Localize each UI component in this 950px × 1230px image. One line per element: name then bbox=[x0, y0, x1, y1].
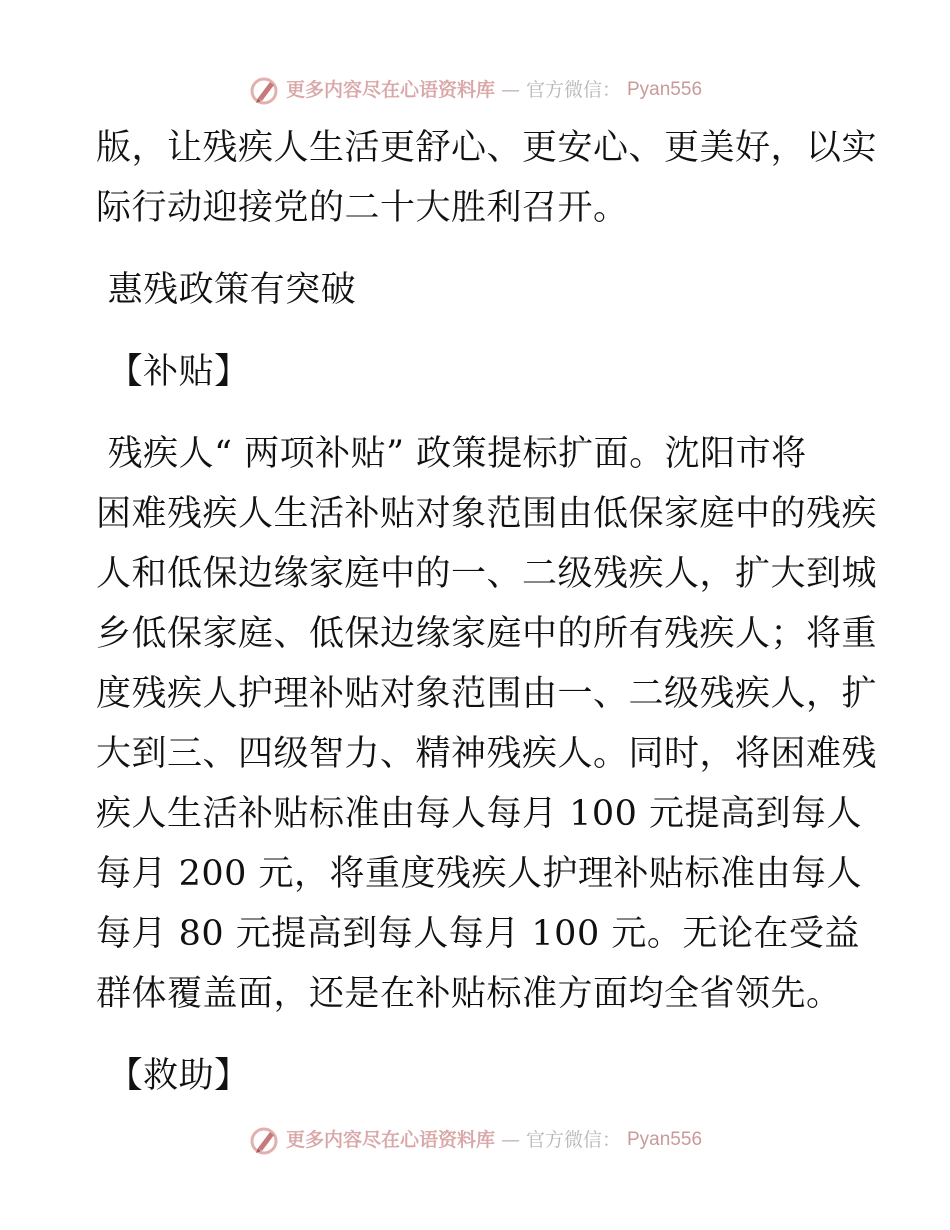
section-heading: 惠残政策有突破 bbox=[96, 270, 357, 310]
text-line: 每月 80 元提高到每人每月 100 元。无论在受益 bbox=[96, 914, 860, 954]
watermark-contact-label: 官方微信： bbox=[525, 1129, 621, 1151]
watermark-brand-text: 更多内容尽在心语资料库 bbox=[285, 79, 495, 101]
footer-watermark bbox=[0, 1122, 950, 1158]
text-line: 困难残疾人生活补贴对象范围由低保家庭中的残疾 bbox=[96, 494, 878, 534]
text-line: 残疾人“ 两项补贴” 政策提标扩面。沈阳市将 bbox=[96, 434, 807, 474]
paragraph-continued bbox=[96, 118, 878, 238]
text-line: 版，让残疾人生活更舒心、更安心、更美好，以实 bbox=[96, 128, 878, 168]
watermark-contact-label: 官方微信： bbox=[525, 79, 621, 101]
text-line: 大到三、四级智力、精神残疾人。同时，将困难残 bbox=[96, 734, 878, 774]
subsection-heading-relief: 【救助】 bbox=[96, 1056, 250, 1096]
text-line: 群体覆盖面，还是在补贴标准方面均全省领先。 bbox=[96, 974, 842, 1014]
text-line: 每月 200 元，将重度残疾人护理补贴标准由每人 bbox=[96, 854, 863, 894]
document-body bbox=[96, 118, 878, 1106]
text-line: 人和低保边缘家庭中的一、二级残疾人，扩大到城 bbox=[96, 554, 878, 594]
watermark-contact-id: Pyan556 bbox=[627, 79, 703, 100]
text-line: 乡低保家庭、低保边缘家庭中的所有残疾人；将重 bbox=[96, 614, 878, 654]
watermark-brand-text: 更多内容尽在心语资料库 bbox=[285, 1129, 495, 1151]
watermark-contact-id: Pyan556 bbox=[627, 1129, 703, 1150]
pen-logo-icon bbox=[248, 1124, 280, 1156]
watermark-dash: — bbox=[500, 1129, 520, 1151]
paragraph-subsidy bbox=[96, 424, 878, 1024]
watermark-dash: — bbox=[500, 79, 520, 101]
text-line: 疾人生活补贴标准由每人每月 100 元提高到每人 bbox=[96, 794, 863, 834]
subsection-heading-subsidy: 【补贴】 bbox=[96, 352, 250, 392]
text-line: 度残疾人护理补贴对象范围由一、二级残疾人，扩 bbox=[96, 674, 878, 714]
header-watermark bbox=[0, 72, 950, 108]
text-line: 际行动迎接党的二十大胜利召开。 bbox=[96, 188, 629, 228]
pen-logo-icon bbox=[248, 74, 280, 106]
